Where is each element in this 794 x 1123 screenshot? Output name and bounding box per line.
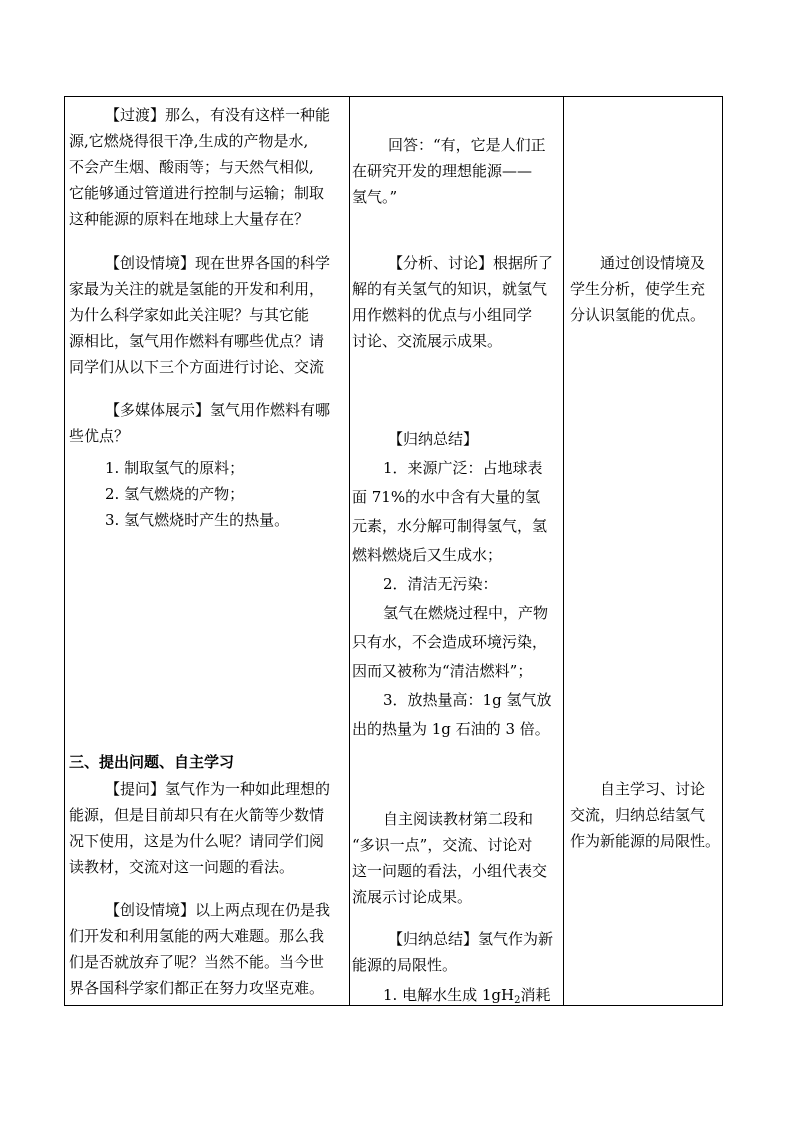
discussion-text: 用作燃料的优点与小组同学 (352, 306, 533, 324)
purpose-text: 分认识氢能的优点。 (570, 306, 706, 324)
summary-text: 【归纳总结】氢气作为新 (388, 930, 554, 948)
purpose-text: 通过创设情境及 (600, 254, 706, 272)
line-text: 1. 电解水生成 1gH (383, 986, 515, 1004)
multimedia-text: 些优点？ (69, 427, 130, 445)
summary-text: 氢气在燃烧过程中，产物 (383, 604, 549, 622)
purpose-text: 自主学习、讨论 (600, 780, 706, 798)
scenario-text: 为什么科学家如此关注呢？与其它能 (69, 306, 310, 324)
purpose-text: 交流，归纳总结氢气 (570, 806, 706, 824)
subscript: 2 (514, 995, 521, 1006)
transition-text: 【过渡】那么，有没有这样一种能 (105, 106, 331, 124)
discussion-text: 解的有关氢气的知识，就氢气 (352, 280, 548, 298)
scenario-text: 家最为关注的就是氢能的开发和利用， (69, 280, 325, 298)
question-text: 况下使用，这是为什么呢？请同学们阅 (69, 832, 325, 850)
scenario-text: 们是否就放弃了呢？当然不能。当今世 (69, 953, 325, 971)
scenario-text: 们开发和利用氢能的两大难题。那么我 (69, 927, 325, 945)
transition-text: 这种能源的原料在地球上大量存在？ (69, 210, 310, 228)
column-divider (563, 97, 564, 1005)
question-list-item: 2. 氢气燃烧的产物； (105, 485, 245, 503)
reading-text: 自主阅读教材第二段和 (383, 810, 534, 828)
summary-text: 只有水，不会造成环境污染， (352, 633, 548, 651)
summary-item-line (383, 985, 550, 1005)
answer-text: 氢气。” (352, 188, 398, 206)
purpose-text: 作为新能源的局限性。 (570, 832, 721, 850)
question-list-item: 1. 制取氢气的原料； (105, 459, 245, 477)
scenario-text: 同学们从以下三个方面进行讨论、交流 (69, 358, 325, 376)
column-divider (349, 97, 350, 1005)
summary-text: 燃料燃烧后又生成水； (352, 546, 503, 564)
section-heading: 三、提出问题、自主学习 (69, 753, 235, 771)
summary-text: 因而又被称为“清洁燃料”； (352, 662, 533, 680)
scenario-text: 【创设情境】以上两点现在仍是我 (105, 901, 331, 919)
answer-text: 在研究开发的理想能源—— (352, 162, 533, 180)
summary-text: 1．来源广泛：占地球表 (383, 459, 543, 477)
reading-text: “多识一点”，交流、讨论对 (352, 836, 533, 854)
discussion-text: 【分析、讨论】根据所了 (388, 254, 554, 272)
discussion-text: 讨论、交流展示成果。 (352, 332, 503, 350)
summary-text: 面 71%的水中含有大量的氢 (352, 488, 541, 506)
transition-text: 源,它燃烧得很干净,生成的产物是水, (69, 132, 309, 150)
summary-text: 能源的局限性。 (352, 956, 458, 974)
reading-text: 这一问题的看法，小组代表交 (352, 862, 548, 880)
line-text: 消耗 (520, 986, 551, 1004)
question-list-item: 3. 氢气燃烧时产生的热量。 (105, 511, 290, 529)
scenario-text: 【创设情境】现在世界各国的科学 (105, 254, 331, 272)
question-text: 【提问】氢气作为一种如此理想的 (105, 780, 331, 798)
answer-text: 回答：“有，它是人们正 (388, 136, 546, 154)
question-text: 能源，但是目前却只有在火箭等少数情 (69, 806, 325, 824)
multimedia-text: 【多媒体展示】氢气用作燃料有哪 (105, 401, 331, 419)
reading-text: 流展示讨论成果。 (352, 888, 473, 906)
question-text: 读教材，交流对这一问题的看法。 (69, 858, 295, 876)
summary-text: 出的热量为 1g 石油的 3 倍。 (352, 720, 550, 738)
purpose-text: 学生分析，使学生充 (570, 280, 706, 298)
summary-text: 3．放热量高：1g 氢气放 (383, 691, 552, 709)
summary-text: 元素，水分解可制得氢气，氢 (352, 517, 548, 535)
scenario-text: 源相比，氢气用作燃料有哪些优点？请 (69, 332, 325, 350)
transition-text: 不会产生烟、酸雨等；与天然气相似, (69, 158, 314, 176)
scenario-text: 界各国科学家们都正在努力攻坚克难。 (69, 979, 325, 997)
summary-title: 【归纳总结】 (388, 430, 479, 448)
summary-text: 2．清洁无污染： (383, 575, 498, 593)
transition-text: 它能够通过管道进行控制与运输；制取 (69, 184, 325, 202)
